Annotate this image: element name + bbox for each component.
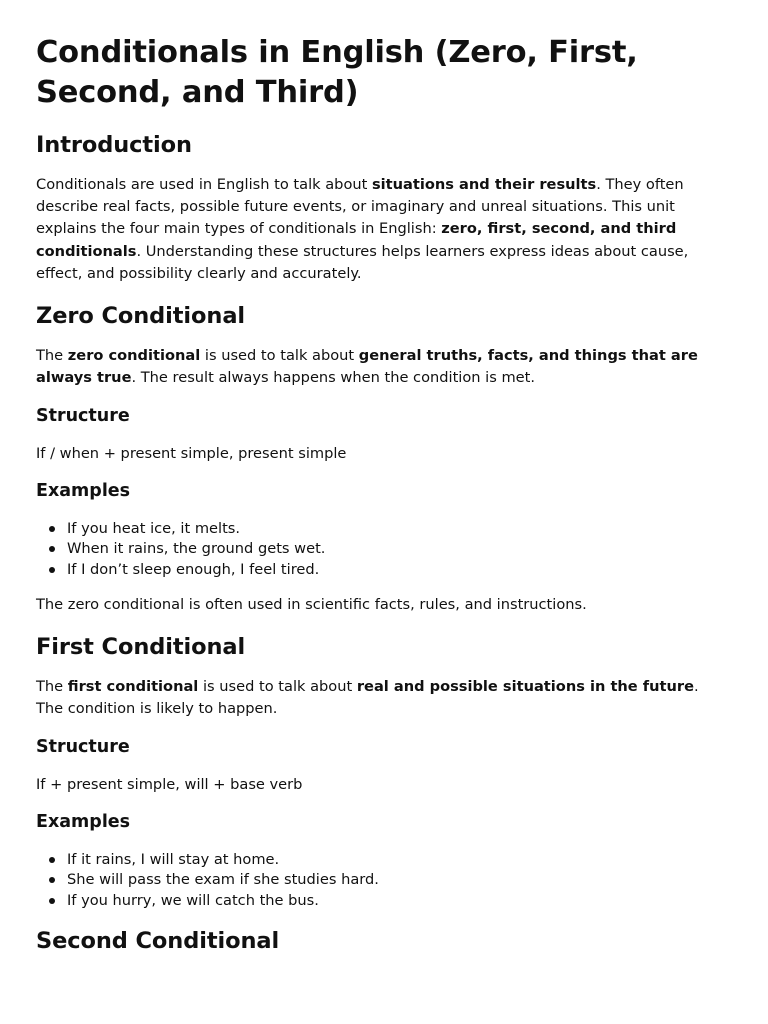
list-item [36, 560, 325, 580]
bullet-icon [49, 526, 55, 532]
second-conditional-heading: Second Conditional [36, 928, 280, 954]
zero-text-1: The [36, 347, 68, 364]
zero-structure-heading: Structure [36, 406, 130, 426]
intro-text-2: . They often describe real facts, possible future events, or imaginary and unreal situations. This unit explains the four main types of conditionals in English: [36, 176, 684, 238]
first-bold-2: real and possible situations in the future [356, 678, 694, 695]
zero-examples-heading: Examples [36, 481, 131, 501]
bullet-icon [49, 546, 55, 552]
introduction-paragraph [36, 174, 716, 285]
zero-conditional-heading: Zero Conditional [36, 303, 246, 329]
bullet-icon [49, 857, 55, 863]
bullet-icon [49, 567, 55, 573]
list-item [36, 519, 325, 539]
zero-examples-list [36, 519, 325, 580]
bullet-icon [49, 877, 55, 883]
intro-bold-1: situations and their results [371, 176, 597, 193]
example-text: She will pass the exam if she studies hard. [67, 871, 379, 889]
first-bold-1: first conditional [67, 678, 199, 695]
intro-bold-2: zero, first, second, and third conditionals [36, 220, 677, 260]
zero-structure-formula: If / when + present simple, present simple [36, 445, 347, 462]
zero-conditional-note: The zero conditional is often used in scientific facts, rules, and instructions. [36, 596, 587, 613]
list-item [36, 850, 379, 870]
example-text: If it rains, I will stay at home. [67, 851, 280, 868]
zero-bold-2: general truths, facts, and things that are always true [36, 347, 698, 387]
list-item [36, 870, 379, 890]
first-text-1: The [36, 678, 68, 695]
first-text-3: . The condition is likely to happen. [36, 678, 699, 718]
page-title: Conditionals in English (Zero, First, Second, and Third) [36, 35, 638, 110]
example-text: If I don’t sleep enough, I feel tired. [67, 560, 320, 578]
bullet-icon [49, 898, 55, 904]
list-item [36, 539, 325, 559]
zero-conditional-paragraph [36, 345, 716, 389]
first-structure-heading: Structure [36, 737, 130, 757]
first-text-2: is used to talk about [198, 678, 357, 695]
list-item [36, 891, 379, 911]
example-text: If you hurry, we will catch the bus. [67, 891, 319, 909]
first-conditional-paragraph [36, 676, 716, 720]
first-structure-formula: If + present simple, will + base verb [36, 776, 303, 793]
zero-text-3: . The result always happens when the condition is met. [131, 369, 536, 387]
intro-text-3: . Understanding these structures helps learners express ideas about cause, effect, and possibility clearly and accurately. [36, 242, 689, 282]
first-examples-list [36, 850, 379, 911]
zero-bold-1: zero conditional [67, 347, 201, 364]
introduction-heading: Introduction [36, 132, 192, 158]
intro-text-1: Conditionals are used in English to talk about [36, 176, 372, 193]
first-examples-heading: Examples [36, 812, 131, 832]
example-text: If you heat ice, it melts. [67, 520, 241, 537]
example-text: When it rains, the ground gets wet. [67, 540, 326, 558]
first-conditional-heading: First Conditional [36, 634, 246, 660]
zero-text-2: is used to talk about [200, 347, 359, 364]
